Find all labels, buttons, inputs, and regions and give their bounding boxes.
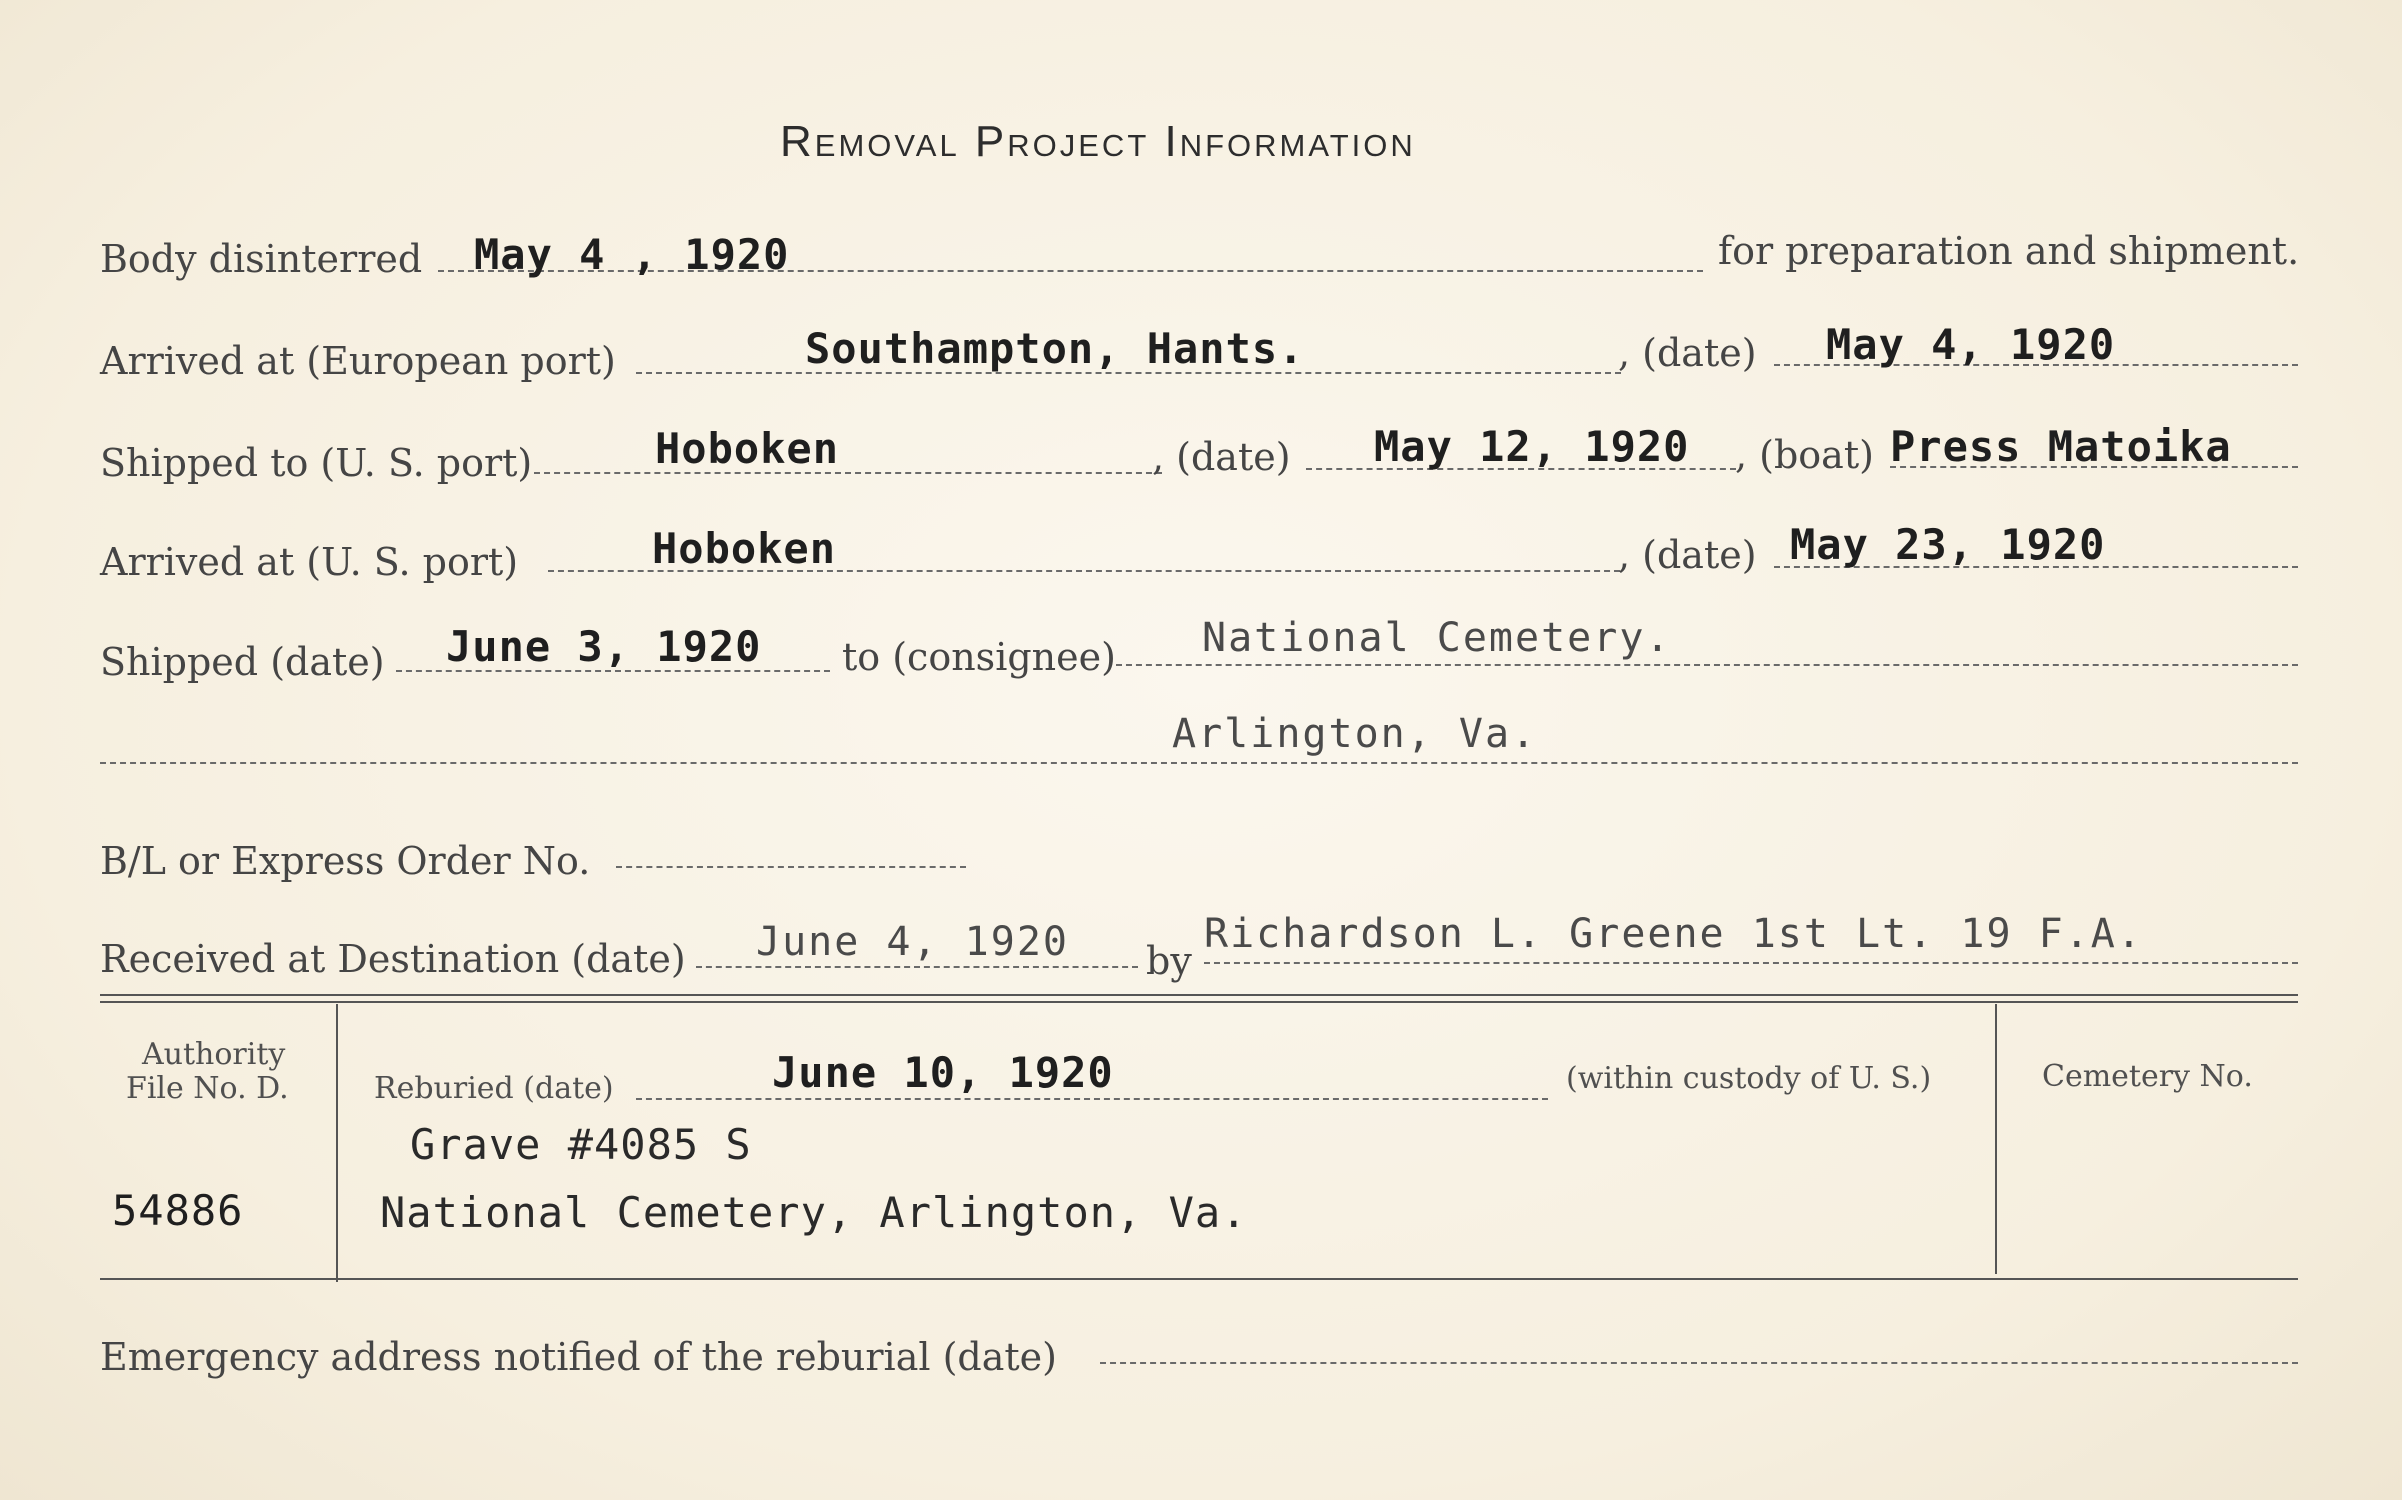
reburied-line (636, 1098, 1548, 1100)
emergency-line (1100, 1362, 2298, 1364)
boat-label: , (boat) (1735, 433, 1874, 477)
box-top-rule-2 (100, 1001, 2298, 1003)
shipped-us-label: Shipped to (U. S. port) (100, 441, 533, 485)
euro-date-value: May 4, 1920 (1826, 320, 2116, 369)
shipped-us-port: Hoboken (655, 424, 840, 473)
bl-label: B/L or Express Order No. (100, 839, 591, 883)
shipped-us-date-label: , (date) (1152, 435, 1291, 479)
file-no-value: 54886 (112, 1186, 244, 1235)
received-date-line (696, 966, 1138, 968)
shipped-date: June 3, 1920 (446, 622, 762, 671)
euro-port-label: Arrived at (European port) (100, 339, 616, 383)
reburied-date: June 10, 1920 (772, 1048, 1114, 1097)
bl-line (616, 866, 966, 868)
euro-port-value: Southampton, Hants. (805, 324, 1305, 373)
arrived-us-date-label: , (date) (1618, 533, 1757, 577)
consignee-line-2 (100, 762, 2298, 764)
box-divider-right (1995, 1004, 1997, 1274)
cemetery-no-label: Cemetery No. (2042, 1059, 2253, 1094)
disinterred-label: Body disinterred (100, 237, 423, 281)
received-by-label: by (1146, 939, 1192, 983)
authority-label: Authority (142, 1037, 286, 1072)
disinterred-suffix: for preparation and shipment. (1718, 229, 2300, 273)
shipped-us-date: May 12, 1920 (1374, 422, 1690, 471)
consignee-label: to (consignee) (842, 635, 1116, 679)
boat-value: Press Matoika (1890, 422, 2232, 471)
consignee-value-2: Arlington, Va. (1172, 711, 1538, 757)
disinterred-date: May 4 , 1920 (474, 230, 790, 279)
box-top-rule (100, 994, 2298, 996)
emergency-label: Emergency address notified of the reburial (date) (100, 1335, 1057, 1379)
box-bottom-rule (100, 1278, 2298, 1280)
received-by: Richardson L. Greene 1st Lt. 19 F.A. (1204, 911, 2143, 957)
received-date: June 4, 1920 (756, 919, 1069, 965)
consignee-line (1116, 664, 2298, 666)
arrived-us-date: May 23, 1920 (1790, 520, 2106, 569)
consignee-value: National Cemetery. (1202, 615, 1672, 661)
file-no-label: File No. D. (126, 1071, 289, 1106)
reburied-label: Reburied (date) (374, 1071, 614, 1106)
grave-value: Grave #4085 S (410, 1120, 752, 1169)
box-divider-left (336, 1004, 338, 1282)
shipped-us-line (534, 472, 1162, 474)
shipped-label: Shipped (date) (100, 640, 385, 684)
card-title: Removal Project Information (780, 117, 1416, 166)
arrived-us-port: Hoboken (652, 524, 837, 573)
cemetery-value: National Cemetery, Arlington, Va. (380, 1188, 1248, 1237)
euro-date-label: , (date) (1618, 331, 1757, 375)
received-by-line (1204, 962, 2298, 964)
custody-label: (within custody of U. S.) (1566, 1061, 1932, 1096)
received-label: Received at Destination (date) (100, 937, 686, 981)
arrived-us-label: Arrived at (U. S. port) (100, 540, 519, 584)
